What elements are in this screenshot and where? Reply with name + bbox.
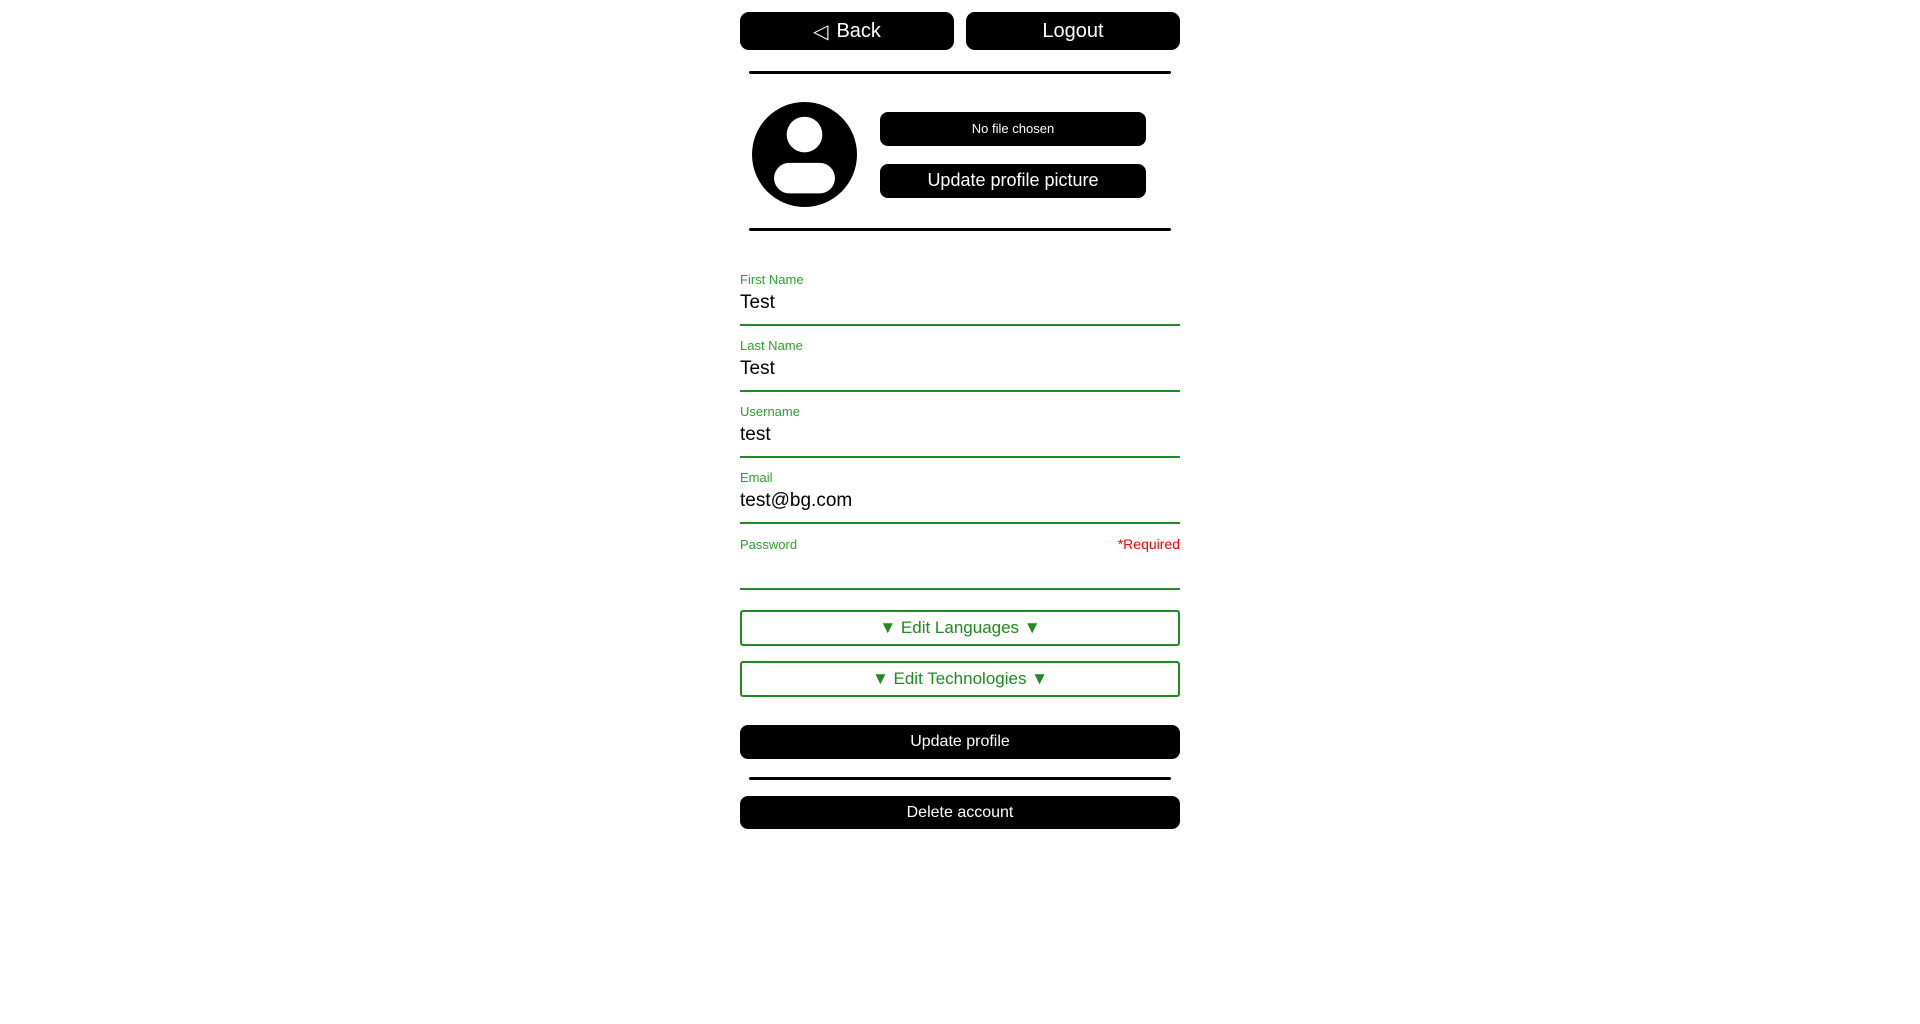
avatar-buttons: [880, 112, 1146, 198]
file-input-label: No file chosen: [971, 121, 1055, 136]
logout-button-label: Logout: [1042, 19, 1104, 42]
password-row: [740, 524, 1180, 590]
update-picture-button[interactable]: [880, 164, 1146, 198]
first-name-input[interactable]: [740, 292, 1180, 314]
avatar-section: [740, 102, 1180, 207]
edit-technologies-toggle[interactable]: [740, 661, 1180, 697]
password-label-line: [740, 536, 1180, 553]
password-label: Password: [740, 537, 798, 552]
back-button-label: Back: [836, 19, 881, 42]
header: [740, 12, 1180, 50]
edit-technologies-label: ▼ Edit Technologies ▼: [871, 669, 1049, 688]
username-row: [740, 392, 1180, 458]
avatar-person-icon: [752, 102, 857, 207]
update-picture-label: Update profile picture: [927, 170, 1099, 190]
username-label: Username: [740, 404, 800, 419]
delete-account-label: Delete account: [906, 803, 1014, 821]
file-input-button[interactable]: [880, 112, 1146, 146]
first-name-label: First Name: [740, 272, 804, 287]
last-name-label: Last Name: [740, 338, 803, 353]
edit-languages-label: ▼ Edit Languages ▼: [879, 618, 1041, 637]
update-profile-button[interactable]: [740, 725, 1180, 759]
divider: [749, 228, 1171, 231]
password-field[interactable]: [740, 557, 1180, 579]
profile-form: [740, 260, 1180, 590]
email-row: [740, 458, 1180, 524]
edit-languages-toggle[interactable]: [740, 610, 1180, 646]
last-name-input[interactable]: [740, 358, 1180, 380]
email-field[interactable]: [740, 490, 1180, 512]
divider: [749, 71, 1171, 74]
email-label: Email: [740, 470, 773, 485]
divider: [749, 777, 1171, 780]
update-profile-label: Update profile: [910, 733, 1010, 750]
username-input[interactable]: [740, 424, 1180, 446]
last-name-row: [740, 326, 1180, 392]
logout-button[interactable]: [966, 12, 1180, 50]
required-note: *Required: [1117, 536, 1180, 552]
profile-edit-page: [740, 12, 1180, 829]
back-button[interactable]: [740, 12, 954, 50]
first-name-row: [740, 260, 1180, 326]
delete-account-button[interactable]: [740, 796, 1180, 829]
back-arrow-icon: ◁: [813, 20, 829, 43]
